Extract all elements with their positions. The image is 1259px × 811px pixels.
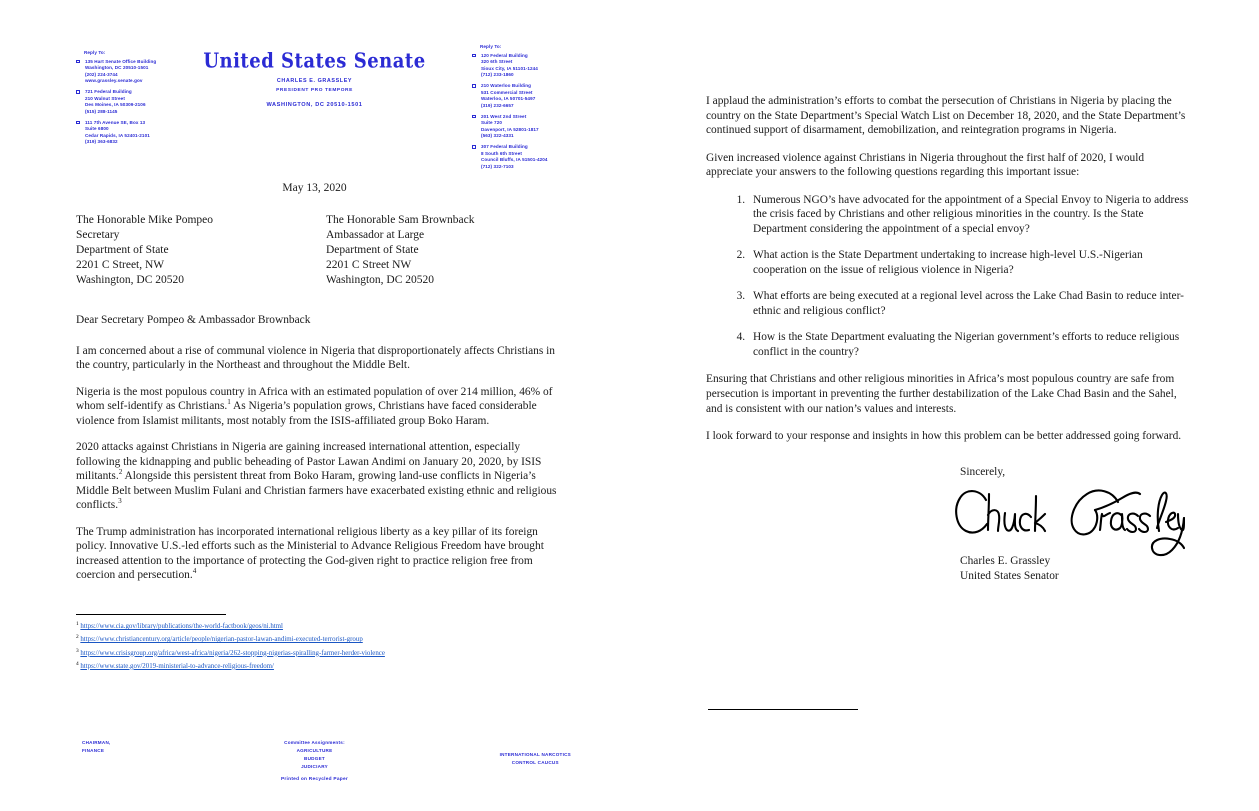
body-paragraph: Given increased violence against Christians in Nigeria throughout the first half of 2020, I would appreciate your answers to the following questions regarding this important issue: (706, 151, 1145, 179)
reply-to-label: Reply To: (84, 50, 106, 55)
office-line: (319) 232-6657 (481, 102, 514, 108)
footnote-separator (76, 614, 226, 615)
recipient-line: The Honorable Sam Brownback (326, 214, 475, 226)
office-address-item (472, 114, 582, 140)
footnote-link[interactable]: https://www.state.gov/2019-ministerial-to-advance-religious-freedom/ (80, 662, 274, 670)
footnote-link[interactable]: https://www.christiancentury.org/article/people/nigerian-pastor-lawan-andimi-executed-terrorist-group (80, 636, 363, 644)
office-line: 210 Walnut Street (85, 95, 125, 101)
recipient-line: Washington, DC 20520 (76, 274, 185, 287)
office-line: 135 Hart Senate Office Building (85, 58, 157, 64)
paragraph-text: Nigeria is the most populous country in Africa with an estimated population of over 214 million, 46% of whom self-identify as Christians. (76, 385, 553, 413)
footer-line: FINANCE (82, 748, 105, 754)
senate-office-city: WASHINGTON, DC 20510-1501 (266, 102, 363, 109)
paragraph-text: The Trump administration has incorporated international religious liberty as a key pillar of its foreign policy. Innovative U.S.-led efforts such as the Ministerial to Advance Religious Freedom have brought increased attention to the importance of protecting the God-given right to practice religion free from coercion and persecution. (76, 525, 544, 582)
salutation: Dear Secretary Pompeo & Ambassador Brownback (76, 314, 311, 326)
footer-committee-item: AGRICULTURE (296, 748, 333, 754)
recipient-block (76, 213, 326, 288)
recipient-line: Department of State (76, 244, 169, 257)
footer-committee-item: JUDICIARY (301, 764, 328, 770)
footnote-number: 1 (76, 621, 79, 627)
office-line: Council Bluffs, IA 51501-4204 (481, 157, 548, 163)
office-line: Sioux City, IA 51101-1244 (481, 65, 538, 71)
recipient-line: Department of State (326, 244, 419, 257)
office-line: (202) 224-3744 (85, 71, 118, 77)
office-address-item (76, 120, 196, 146)
checkbox-icon (472, 115, 476, 119)
signer-title: United States Senator (960, 570, 1059, 583)
checkbox-icon (76, 121, 80, 125)
footnote-item (76, 660, 563, 673)
footer-caucus (500, 751, 571, 767)
footnote-ref: 4 (192, 567, 197, 576)
letter-body-page2 (706, 94, 1191, 457)
footer-line: CONTROL CAUCUS (511, 760, 559, 766)
body-paragraph (76, 385, 563, 429)
office-address-item (472, 53, 582, 79)
office-line: Suite 6800 (85, 126, 109, 132)
letter-date: May 13, 2020 (282, 182, 347, 194)
recipient-block (326, 213, 576, 288)
page-footer (0, 737, 629, 789)
office-line: 531 Commercial Street (481, 89, 533, 95)
footnote-number: 3 (76, 647, 79, 654)
office-line: Suite 720 (481, 120, 502, 126)
senator-name: CHARLES E. GRASSLEY (276, 77, 353, 84)
document-page-1 (0, 0, 629, 811)
office-address-item (472, 83, 582, 109)
paragraph-text: Alongside this persistent threat from Boko Haram, growing land-use conflicts in Nigeria’s Middle Belt between Muslim Fulani and Christian farmers have exacerbated existing ethnic and religious conflicts. (76, 470, 557, 512)
recipient-line: Ambassador at Large (326, 229, 425, 242)
checkbox-icon (472, 54, 476, 58)
office-line: 8 South 6th Street (481, 150, 522, 156)
signature-block (960, 466, 1220, 584)
senate-title: United States Senate (203, 48, 426, 73)
office-line: (319) 363-6832 (85, 139, 118, 145)
letter-body-page1 (76, 313, 563, 595)
signer-name: Charles E. Grassley (960, 555, 1051, 567)
footnote-number: 2 (76, 634, 79, 641)
office-line: (563) 322-4331 (481, 133, 514, 139)
recipient-line: Washington, DC 20520 (326, 274, 435, 287)
signature-image (950, 482, 1185, 560)
signer-name-block (960, 554, 1220, 584)
footer-committee-label: Committee Assignments: (284, 740, 345, 745)
office-line: (712) 322-7103 (481, 163, 514, 169)
office-line: 307 Federal Building (481, 144, 528, 150)
office-line: 111 7th Avenue SE, Box 13 (85, 119, 146, 125)
body-paragraph (76, 525, 563, 583)
office-line: 210 Waterloo Building (481, 83, 532, 89)
office-line: www.grassley.senate.gov (85, 78, 143, 84)
office-line: Des Moines, IA 50309-2106 (85, 102, 146, 108)
checkbox-icon (472, 145, 476, 149)
office-line: Davenport, IA 52801-1817 (481, 126, 539, 132)
footnote-item (76, 647, 563, 660)
office-line: 721 Federal Building (85, 89, 132, 95)
paragraph-text: 2020 attacks against Christians in Nigeria are gaining increased international attention, especially following the kidnapping and public beheading of Pastor Lawan Andimi on January 20, 2020, by ISIS militants. (76, 441, 542, 483)
footnote-number: 4 (76, 660, 79, 667)
footnote-link[interactable]: https://www.crisisgroup.org/africa/west-africa/nigeria/262-stopping-nigerias-spiralling-farmer-herder-violence (80, 649, 385, 657)
footer-line: INTERNATIONAL NARCOTICS (499, 752, 571, 757)
recipient-line: The Honorable Mike Pompeo (76, 214, 214, 226)
office-line: Washington, DC 20510-1501 (85, 65, 149, 71)
footer-committee-item: BUDGET (304, 756, 325, 762)
footer-recycled-note: Printed on Recycled Paper (280, 777, 349, 783)
footer-line: CHAIRMAN, (82, 740, 111, 745)
closing-salutation: Sincerely, (960, 466, 1006, 478)
paragraph-text: As Nigeria’s population grows, Christians have faced considerable violence from Islamist militants, most notably from the ISIS-affiliated group Boko Haram. (76, 400, 537, 427)
recipient-line: 2201 C Street NW (326, 259, 412, 272)
office-line: (712) 233-1860 (481, 72, 514, 78)
document-page-2 (630, 0, 1259, 811)
body-paragraph: I am concerned about a rise of communal violence in Nigeria that disproportionately affects Christians in the country, particularly in the Northeast and throughout the Middle Belt. (76, 344, 555, 372)
body-paragraph: Ensuring that Christians and other religious minorities in Africa’s most populous country are safe from persecution is important in preventing the further destabilization of the Lake Chad Basin and the Sahel, and is consistent with our nation’s values and interests. (706, 373, 1177, 415)
footnote-ref: 2 (118, 468, 123, 477)
footnote-ref: 1 (227, 398, 231, 407)
office-address-item (472, 144, 582, 170)
question-item: 1. Numerous NGO’s have advocated for the appointment of a Special Envoy to Nigeria to address the crisis faced by Christians and other religious minorities in the country. Is the State Department considering the appointment of a special envoy? (748, 193, 1191, 237)
body-paragraph: I applaud the administration’s efforts to combat the persecution of Christians in Nigeria by placing the country on the State Department’s Special Watch List on December 18, 2020, and the State Department’s continued support of disarmament, demobilization, and reintegration programs in Nigeria. (706, 95, 1186, 137)
footnote-item (76, 633, 563, 646)
office-line: 320 6th Street (481, 59, 513, 65)
recipient-line: Secretary (76, 229, 120, 242)
footnote-separator (708, 709, 858, 710)
reply-to-label: Reply To: (480, 44, 502, 49)
questions-list (706, 193, 1191, 360)
footnote-item (76, 620, 563, 633)
office-line: Cedar Rapids, IA 52401-2101 (85, 132, 150, 138)
footnote-link[interactable]: https://www.cia.gov/library/publications/the-world-factbook/geos/ni.html (80, 623, 283, 631)
question-item: 4. How is the State Department evaluating the Nigerian government’s efforts to reduce religious conflict in the country? (748, 330, 1191, 359)
senator-role: PRESIDENT PRO TEMPORE (276, 87, 353, 93)
question-item: 3. What efforts are being executed at a regional level across the Lake Chad Basin to reduce inter-ethnic and religious conflict? (748, 289, 1191, 318)
footnotes-section (76, 614, 563, 673)
footnote-ref: 3 (118, 497, 122, 506)
letterhead-offices-right (472, 44, 582, 175)
letterhead (0, 42, 629, 169)
recipient-line: 2201 C Street, NW (76, 259, 165, 272)
office-line: 120 Federal Building (481, 52, 528, 58)
office-line: (515) 288-1145 (85, 108, 118, 114)
office-line: Waterloo, IA 50701-5497 (481, 96, 536, 102)
question-item: 2. What action is the State Department undertaking to increase high-level U.S.-Nigerian cooperation on the issue of religious violence in Nigeria? (748, 248, 1191, 277)
body-paragraph (76, 440, 563, 513)
recipient-addresses (76, 213, 576, 288)
body-paragraph: I look forward to your response and insights in how this problem can be better addressed going forward. (706, 430, 1182, 443)
checkbox-icon (472, 84, 476, 88)
office-line: 201 West 2nd Street (481, 113, 527, 119)
